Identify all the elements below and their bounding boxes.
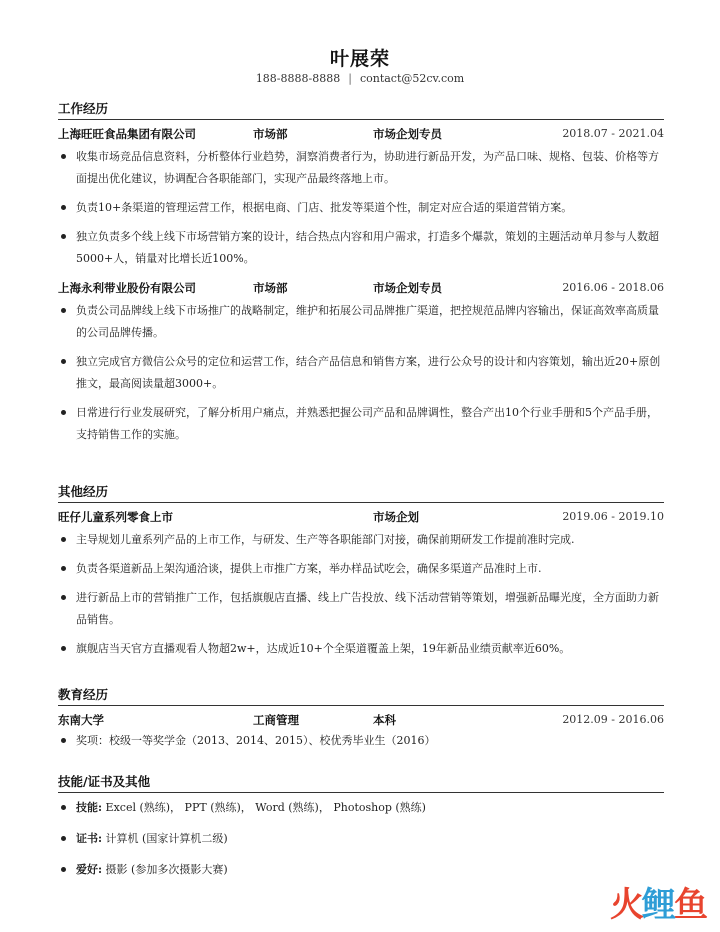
bullet-item: 独立负责多个线上线下市场营销方案的设计，结合热点内容和用户需求，打造多个爆款，策划的主题活动单月参与人数超5000+人，销量对比增长近100%。 xyxy=(58,226,664,270)
contact-separator: | xyxy=(348,72,352,85)
entry-header xyxy=(58,280,664,296)
other-experience-section xyxy=(58,484,664,660)
contact-line xyxy=(0,72,720,85)
entry-header xyxy=(58,509,664,525)
section-title: 教育经历 xyxy=(58,687,664,706)
skill-value: Excel (熟练)， PPT (熟练)， Word (熟练)， Photoshop (熟练) xyxy=(102,801,426,814)
date-range: 2012.09 - 2016.06 xyxy=(562,713,664,726)
project-name: 旺仔儿童系列零食上市 xyxy=(58,510,173,524)
other-entry-1 xyxy=(58,509,664,660)
job-title: 市场企划专员 xyxy=(373,281,442,295)
section-title: 工作经历 xyxy=(58,101,664,120)
entry-header xyxy=(58,712,664,728)
email-address: contact@52cv.com xyxy=(359,72,465,85)
skill-label: 技能: xyxy=(76,801,103,814)
department: 市场部 xyxy=(253,281,288,295)
bullet-item: 独立完成官方微信公众号的定位和运营工作，结合产品信息和销售方案，进行公众号的设计和内容策划，输出近20+原创推文，最高阅读量超3000+。 xyxy=(58,351,664,395)
bullet-item: 主导规划儿童系列产品的上市工作，与研发、生产等各职能部门对接，确保前期研发工作提前准时完成. xyxy=(58,529,664,551)
company-name: 上海永利带业股份有限公司 xyxy=(58,281,196,295)
watermark-logo: 火鲤鱼 xyxy=(610,885,706,925)
work-experience-section xyxy=(58,101,664,446)
education-section xyxy=(58,687,664,752)
date-range: 2019.06 - 2019.10 xyxy=(562,510,664,523)
project-role: 市场企划 xyxy=(373,510,419,524)
bullet-item: 旗舰店当天官方直播观看人物超2w+，达成近10+个全渠道覆盖上架，19年新品业绩贡献率近60%。 xyxy=(58,638,664,660)
hobby-item xyxy=(58,859,664,881)
bullet-item: 负责公司品牌线上线下市场推广的战略制定，维护和拓展公司品牌推广渠道，把控规范品牌内容输出，保证高效率高质量的公司品牌传播。 xyxy=(58,300,664,344)
major: 工商管理 xyxy=(253,713,299,727)
bullet-item: 负责10+条渠道的管理运营工作，根据电商、门店、批发等渠道个性，制定对应合适的渠道营销方案。 xyxy=(58,197,664,219)
date-range: 2018.07 - 2021.04 xyxy=(562,127,664,140)
hobby-value: 摄影 (参加多次摄影大赛) xyxy=(102,863,228,876)
entry-header xyxy=(58,126,664,142)
department: 市场部 xyxy=(253,127,288,141)
bullet-item: 日常进行行业发展研究，了解分析用户痛点，并熟悉把握公司产品和品牌调性，整合产出10个行业手册和5个产品手册，支持销售工作的实施。 xyxy=(58,402,664,446)
education-entry xyxy=(58,712,664,752)
date-range: 2016.06 - 2018.06 xyxy=(562,281,664,294)
bullet-item: 进行新品上市的营销推广工作，包括旗舰店直播、线上广告投放、线下活动营销等策划，增强新品曝光度，全方面助力新品销售。 xyxy=(58,587,664,631)
certificate-value: 计算机 (国家计算机二级) xyxy=(102,832,228,845)
hobby-label: 爱好: xyxy=(76,863,103,876)
bullet-item: 负责各渠道新品上架沟通洽谈，提供上市推广方案，举办样品试吃会，确保多渠道产品准时上市. xyxy=(58,558,664,580)
job-title: 市场企划专员 xyxy=(373,127,442,141)
section-title: 技能/证书及其他 xyxy=(58,774,664,793)
school-name: 东南大学 xyxy=(58,713,104,727)
work-entry-1 xyxy=(58,126,664,270)
degree: 本科 xyxy=(373,713,396,727)
certificate-item xyxy=(58,828,664,850)
section-title: 其他经历 xyxy=(58,484,664,503)
bullet-item: 收集市场竞品信息资料，分析整体行业趋势，洞察消费者行为，协助进行新品开发，为产品口味、规格、包装、价格等方面提出优化建议，协调配合各职能部门，实现产品最终落地上市。 xyxy=(58,146,664,190)
company-name: 上海旺旺食品集团有限公司 xyxy=(58,127,196,141)
phone-number: 188-8888-8888 xyxy=(255,72,341,85)
work-entry-2 xyxy=(58,280,664,446)
skills-section xyxy=(58,774,664,881)
bullet-item: 奖项：校级一等奖学金（2013、2014、2015）、校优秀毕业生（2016） xyxy=(58,730,664,752)
skill-item xyxy=(58,797,664,819)
candidate-name: 叶展荣 xyxy=(329,48,390,70)
certificate-label: 证书: xyxy=(76,832,103,845)
